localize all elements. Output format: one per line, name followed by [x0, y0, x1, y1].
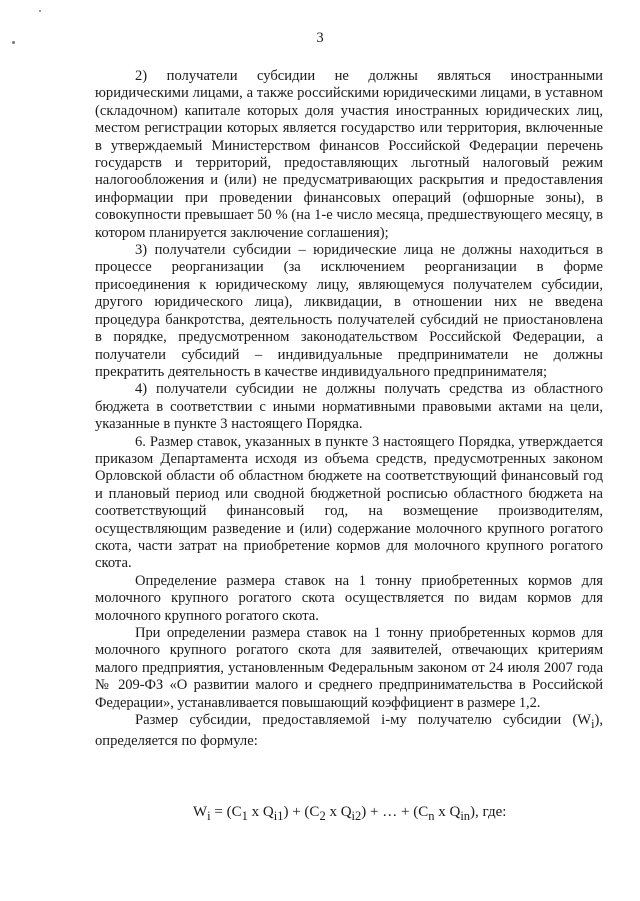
paragraph-clause-6: 6. Размер ставок, указанных в пункте 3 настоящего Порядка, утверждается приказом Департамента исходя из объема средств, предусмотренных законом Орловской области об областном бюджете на соответствующий финансовый год и плановый период или сводной бюджетной росписью областного бюджета на соответствующий финансовый год, на возмещение производителям, осуществляющим разведение и (или) содержание молочного крупного рогатого скота, части затрат на приобретение кормов для молочного крупного рогатого скота.	[95, 433, 603, 572]
subsidy-formula: $W_i = (C_1$ x $Q_{i1}) + (C_2$ x $Q_{i2}$) + … + ($C_n$ x $Q_{in}$), где:	[193, 804, 507, 823]
paragraph-small-business-coefficient: При определении размера ставок на 1 тонну приобретенных кормов для молочного крупного рогатого скота для заявителей, отвечающих критериям малого предприятия, установленным Федеральным законом от 24 июля 2007 года № 209-ФЗ «О развитии малого и среднего предпринимательства в Российской Федерации», устанавливается повышающий коэффициент в размере 1,2.	[95, 625, 603, 711]
paragraph-item-3: 3) получатели субсидии – юридические лица не должны находиться в процессе реорганизации (за исключением реорганизации в форме присоединения к юридическому лицу, являющемуся получателем субсидии, другого юридического лица), ликвидации, в отношении них не введена процедура банкротства, деятельность получателей субсидий не приостановлена в порядке, предусмотренном законодательством Российской Федерации, а получатели субсидий – индивидуальные предприниматели не должны прекратить деятельность в качестве индивидуального предпринимателя;	[95, 242, 603, 380]
document-body	[95, 68, 603, 751]
paragraph-rate-definition: Определение размера ставок на 1 тонну приобретенных кормов для молочного крупного рогатого скота осуществляется по видам кормов для молочного крупного рогатого скота.	[95, 572, 603, 624]
paragraph-formula-intro: Размер субсидии, предоставляемой i-му получателю субсидии $(W_i)$, определяется по формуле:	[95, 712, 603, 750]
page-number: 3	[316, 30, 324, 46]
paragraph-item-4: 4) получатели субсидии не должны получать средства из областного бюджета в соответствии с иными нормативными правовыми актами на цели, указанные в пункте 3 настоящего Порядка.	[95, 381, 603, 433]
times-sign: x	[329, 804, 337, 820]
scan-speck	[39, 10, 41, 12]
paragraph-item-2: 2) получатели субсидии не должны являться иностранными юридическими лицами, а также российскими юридическими лицами, в уставном (складочном) капитале которых доля участия иностранных юридических лиц, местом регистрации которых является государство или территория, включенные в утверждаемый Министерством финансов Российской Федерации перечень государств и территорий, предоставляющих льготный налоговый режим налогообложения и (или) не предусматривающих раскрытия и предоставления информации при проведении финансовых операций (офшорные зоны), в совокупности превышает 50 % (на 1-е число месяца, предшествующего месяцу, в котором планируется заключение соглашения);	[95, 68, 603, 241]
times-sign: x	[438, 804, 446, 820]
